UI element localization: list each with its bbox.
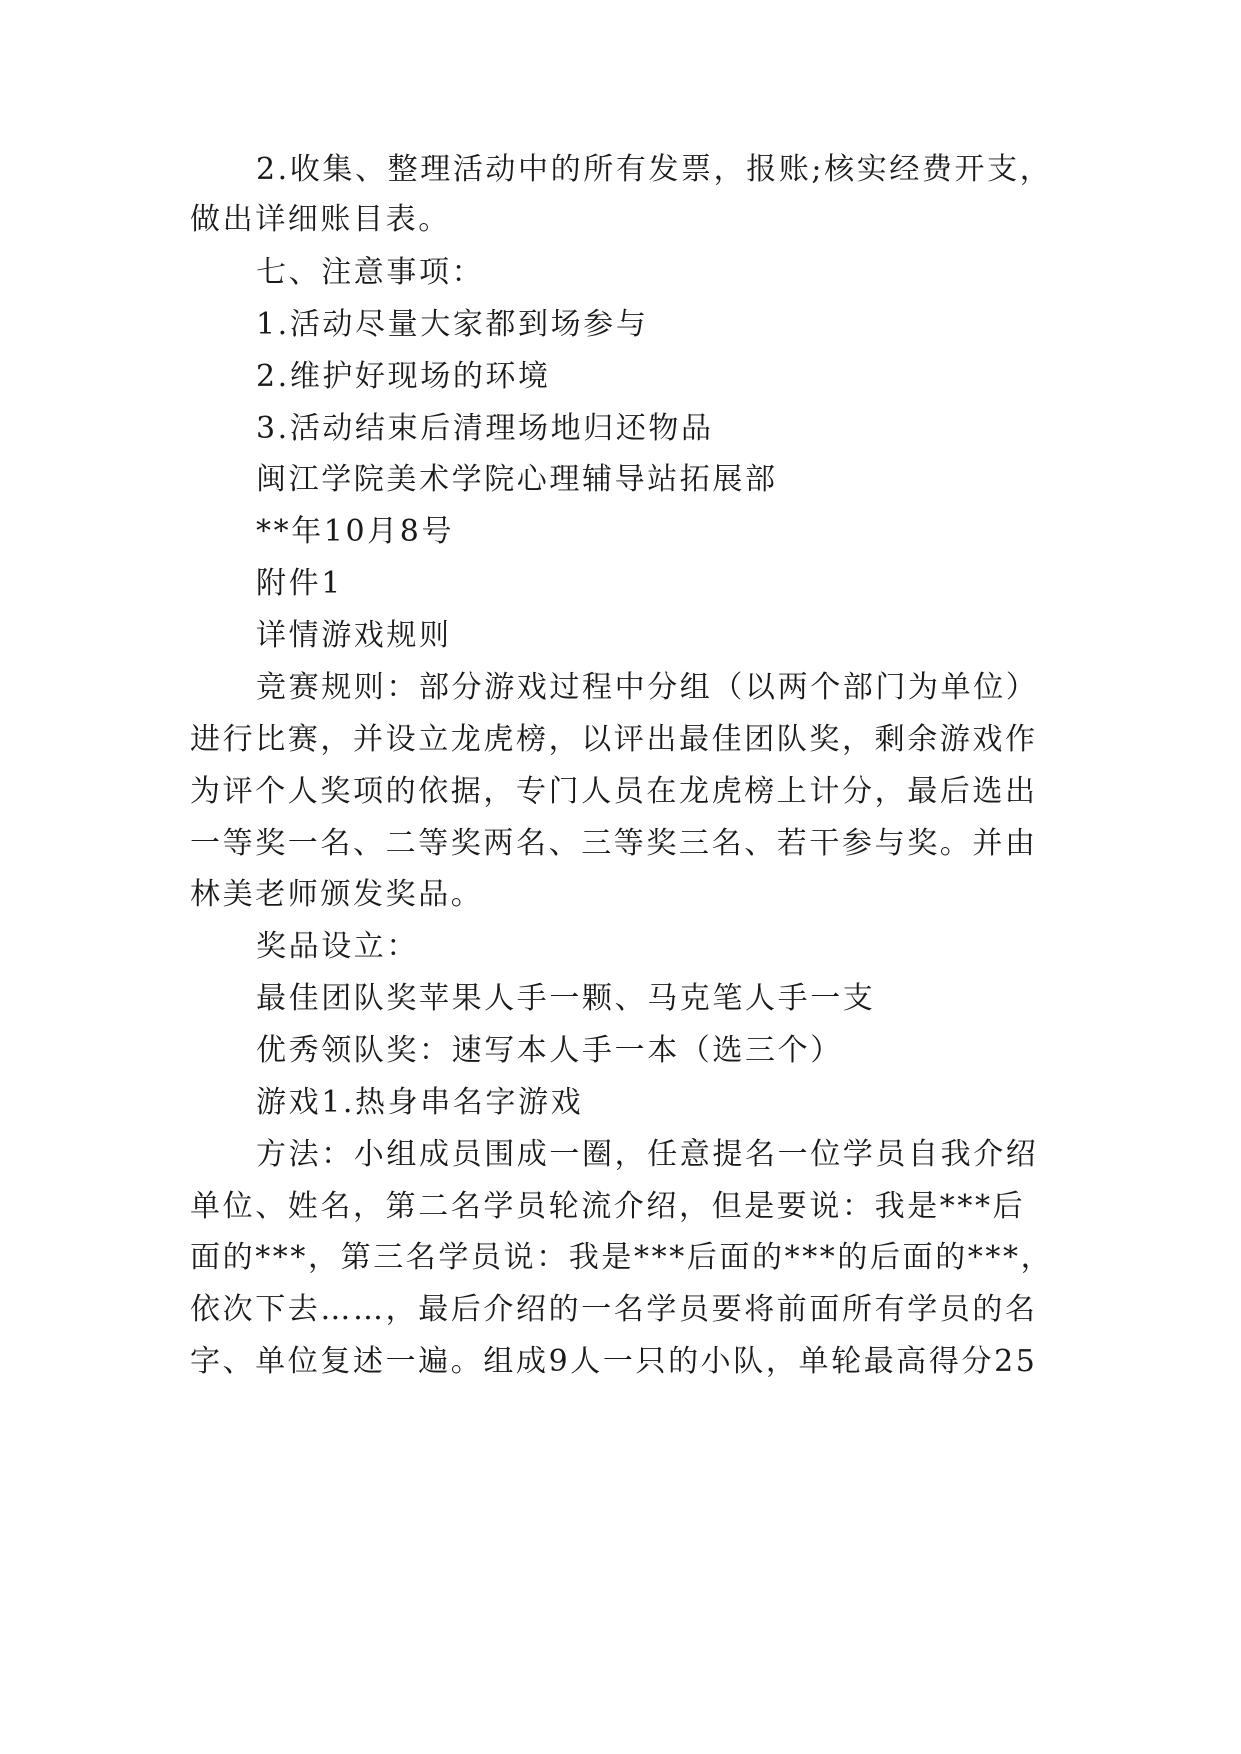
text-line: 进行比赛，并设立龙虎榜，以评出最佳团队奖，剩余游戏作 [190,722,1038,757]
game-heading: 游戏1.热身串名字游戏 [256,1085,584,1120]
text-line: 面的***，第三名学员说：我是***后面的***的后面的***， [190,1240,1054,1275]
signature-date: **年10月8号 [256,514,455,549]
text-line: 为评个人奖项的依据，专门人员在龙虎榜上计分，最后选出 [190,774,1038,809]
text-line: 2.收集、整理活动中的所有发票，报账;核实经费开支， [256,152,1053,187]
list-item: 3.活动结束后清理场地归还物品 [256,411,714,446]
text-line: 奖品设立： [256,929,419,964]
list-item: 2.维护好现场的环境 [256,359,551,394]
text-line: 最佳团队奖苹果人手一颗、马克笔人手一支 [256,981,876,1016]
section-heading: 七、注意事项： [256,255,485,290]
text-line: 单位、姓名，第二名学员轮流介绍，但是要说：我是***后 [190,1189,1026,1224]
text-line: 竞赛规则：部分游戏过程中分组（以两个部门为单位） [256,670,1039,705]
signature-organization: 闽江学院美术学院心理辅导站拓展部 [256,462,778,497]
text-line: 一等奖一名、二等奖两名、三等奖三名、若干参与奖。并由 [190,826,1038,861]
text-line: 优秀领队奖：速写本人手一本（选三个） [256,1033,843,1068]
text-line: 林美老师颁发奖品。 [190,877,484,912]
text-line: 方法：小组成员围成一圈，任意提名一位学员自我介绍 [256,1137,1039,1172]
attachment-title: 详情游戏规则 [256,618,452,653]
attachment-label: 附件1 [256,566,343,601]
text-line: 字、单位复述一遍。组成9人一只的小队，单轮最高得分25 [190,1344,1038,1379]
list-item: 1.活动尽量大家都到场参与 [256,307,649,342]
text-line: 做出详细账目表。 [190,202,451,237]
text-line: 依次下去……，最后介绍的一名学员要将前面所有学员的名 [190,1292,1038,1327]
